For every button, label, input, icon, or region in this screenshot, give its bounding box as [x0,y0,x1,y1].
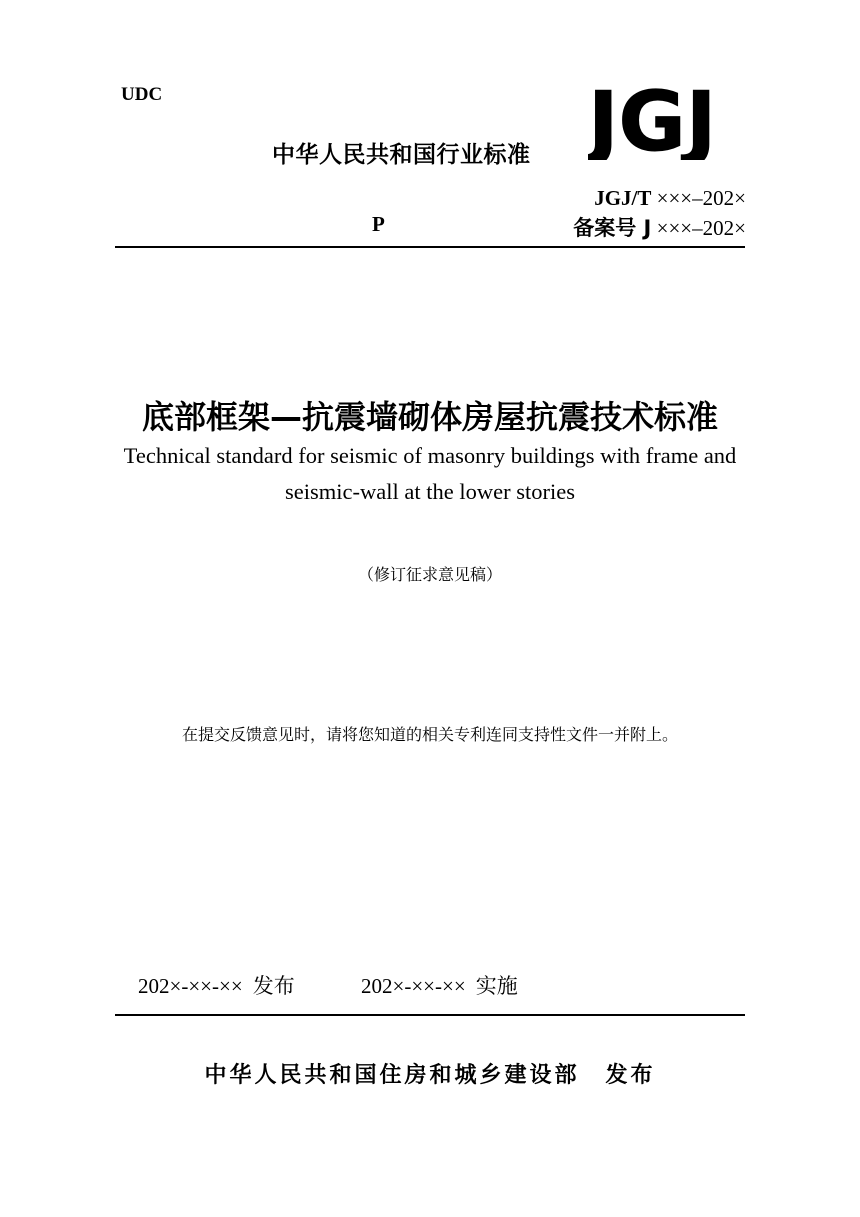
filing-code [573,212,746,242]
publisher-action: 发布 [605,1063,656,1088]
patent-notice: 在提交反馈意见时，请将您知道的相关专利连同支持性文件一并附上。 [181,725,678,744]
effective-date-label: 实施 [475,974,518,998]
jgj-logo-graphic [588,80,748,160]
udc-label: UDC [121,84,163,105]
bottom-divider [115,1014,745,1016]
effective-date: 202×-××-×× [361,974,466,998]
standard-number: ×××–202× [656,186,746,210]
category-letter: P [372,212,385,236]
effective-date-block [361,970,518,1000]
top-divider [115,246,745,248]
filing-number: ×××–202× [656,216,746,240]
title-english: Technical standard for seismic of masonry buildings with frame and seismic-wall at the lower stories [123,443,737,504]
publish-date-block [138,970,295,1000]
publisher-name: 中华人民共和国住房和城乡建设部 [204,1063,580,1088]
standard-code [594,186,746,211]
jgj-logo-text: JGJ [588,80,717,160]
publish-date-label: 发布 [252,974,295,998]
filing-label: 备案号 J [573,216,652,240]
standard-prefix: JGJ/T [594,186,652,210]
industry-standard-heading: 中华人民共和国行业标准 [272,142,531,168]
publisher-line [0,1058,860,1089]
draft-note: （修订征求意见稿） [357,565,502,584]
jgj-logo [588,80,748,160]
publish-date: 202×-××-×× [138,974,243,998]
title-chinese: 底部框架—抗震墙砌体房屋抗震技术标准 [141,398,718,436]
